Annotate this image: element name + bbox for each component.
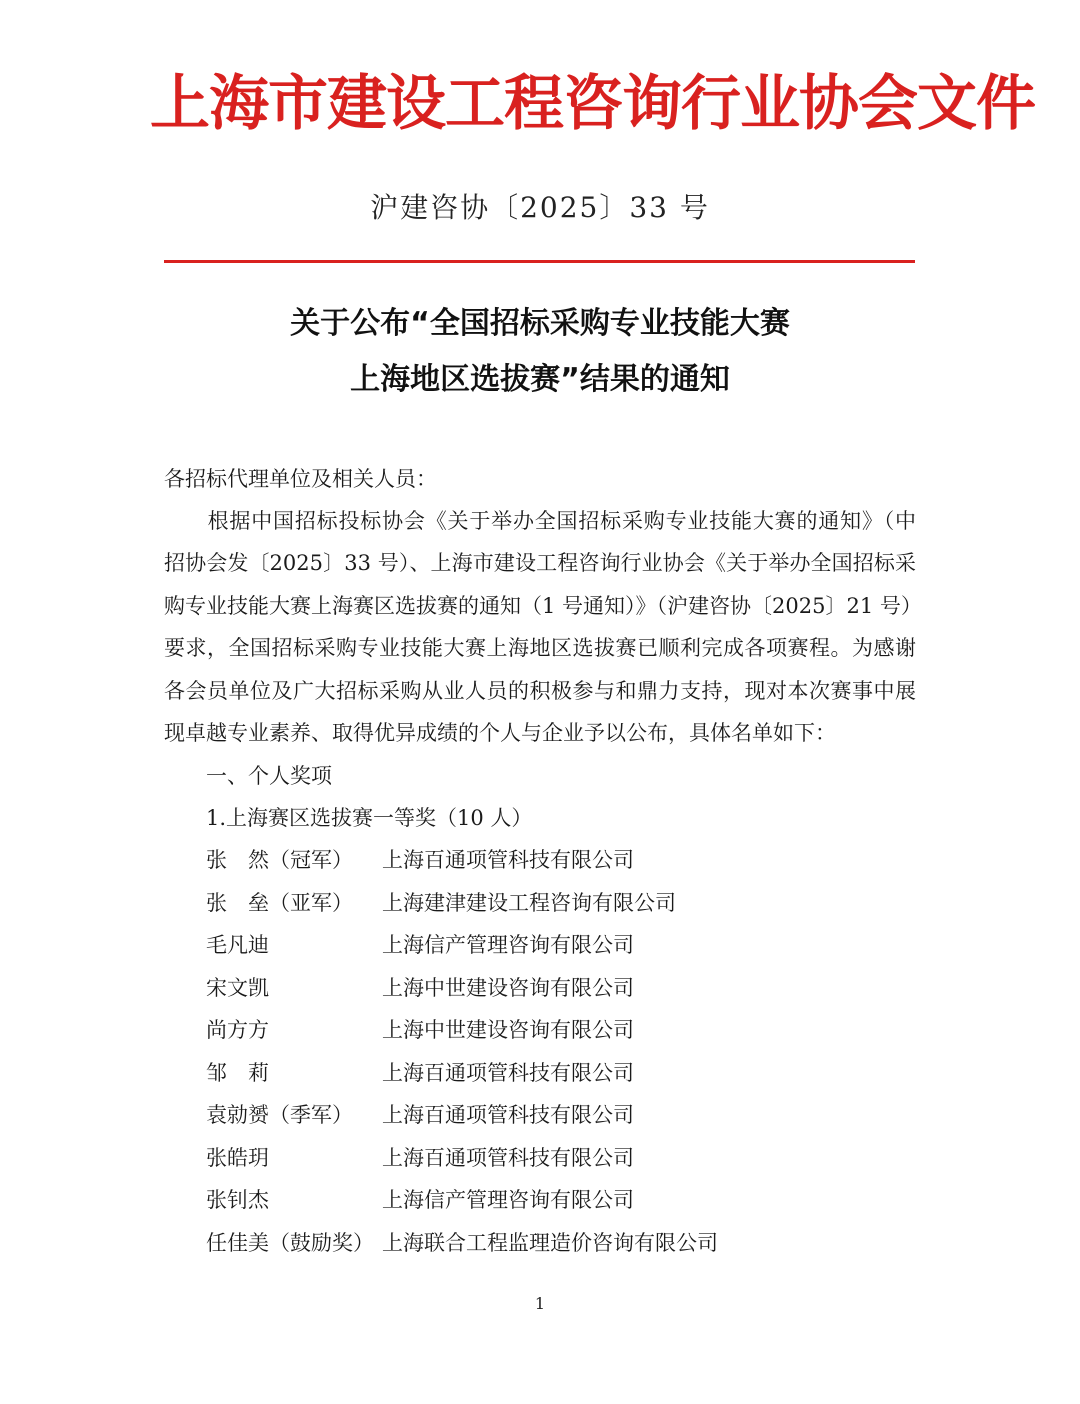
- red-divider-line: [164, 260, 915, 263]
- winner-company: 上海信产管理咨询有限公司: [382, 933, 634, 957]
- winner-name: 宋文凯: [206, 976, 269, 1000]
- body-paragraph-line: 要求，全国招标采购专业技能大赛上海地区选拔赛已顺利完成各项赛程。为感谢: [164, 636, 916, 660]
- winner-name: 邹 莉: [206, 1061, 269, 1085]
- winner-company: 上海建津建设工程咨询有限公司: [382, 891, 676, 915]
- page-number: 1: [534, 1294, 546, 1313]
- body-paragraph-line: 招协会发〔2025〕33 号）、上海市建设工程咨询行业协会《关于举办全国招标采: [164, 551, 916, 575]
- winner-row: [206, 1100, 826, 1130]
- winner-name: 张钊杰: [206, 1188, 269, 1212]
- masthead-title: 上海市建设工程咨询行业协会文件: [150, 69, 1035, 139]
- winner-row: [206, 1143, 826, 1173]
- winner-row: [206, 1058, 826, 1088]
- winner-company: 上海百通项管科技有限公司: [382, 1146, 634, 1170]
- body-paragraph-line: 根据中国招标投标协会《关于举办全国招标采购专业技能大赛的通知》（中: [164, 509, 916, 533]
- winner-name: 毛凡迪: [206, 933, 269, 957]
- winner-company: 上海百通项管科技有限公司: [382, 848, 634, 872]
- body-paragraph-line: 各会员单位及广大招标采购从业人员的积极参与和鼎力支持，现对本次赛事中展: [164, 679, 916, 703]
- subsection-heading: 1.上海赛区选拔赛一等奖（10 人）: [206, 806, 533, 830]
- salutation: 各招标代理单位及相关人员：: [164, 467, 437, 491]
- body-paragraph-line: 现卓越专业素养、取得优异成绩的个人与企业予以公布，具体名单如下：: [164, 721, 836, 745]
- notice-title-line-1: 关于公布“全国招标采购专业技能大赛: [290, 306, 790, 341]
- winner-row: [206, 1228, 826, 1258]
- notice-title-line-2: 上海地区选拔赛”结果的通知: [350, 362, 730, 397]
- winner-name: 张 然（冠军）: [206, 848, 353, 872]
- winner-company: 上海百通项管科技有限公司: [382, 1061, 634, 1085]
- winner-row: [206, 888, 826, 918]
- winner-name: 张 垒（亚军）: [206, 891, 353, 915]
- winner-row: [206, 1185, 826, 1215]
- winner-row: [206, 845, 826, 875]
- winner-name: 张皓玥: [206, 1146, 269, 1170]
- winner-row: [206, 973, 826, 1003]
- winner-name: 尚方方: [206, 1018, 269, 1042]
- winner-company: 上海信产管理咨询有限公司: [382, 1188, 634, 1212]
- winner-company: 上海联合工程监理造价咨询有限公司: [382, 1231, 718, 1255]
- body-paragraph-line: 购专业技能大赛上海赛区选拔赛的通知（1 号通知）》（沪建咨协〔2025〕21 号）: [164, 594, 922, 618]
- winner-row: [206, 930, 826, 960]
- section-heading: 一、个人奖项: [206, 764, 332, 788]
- document-number: 沪建咨协〔2025〕33 号: [370, 191, 710, 224]
- winner-company: 上海中世建设咨询有限公司: [382, 976, 634, 1000]
- winner-name: 任佳美（鼓励奖）: [206, 1231, 374, 1255]
- winner-row: [206, 1015, 826, 1045]
- winner-company: 上海中世建设咨询有限公司: [382, 1018, 634, 1042]
- winner-name: 袁勍赟（季军）: [206, 1103, 353, 1127]
- winner-company: 上海百通项管科技有限公司: [382, 1103, 634, 1127]
